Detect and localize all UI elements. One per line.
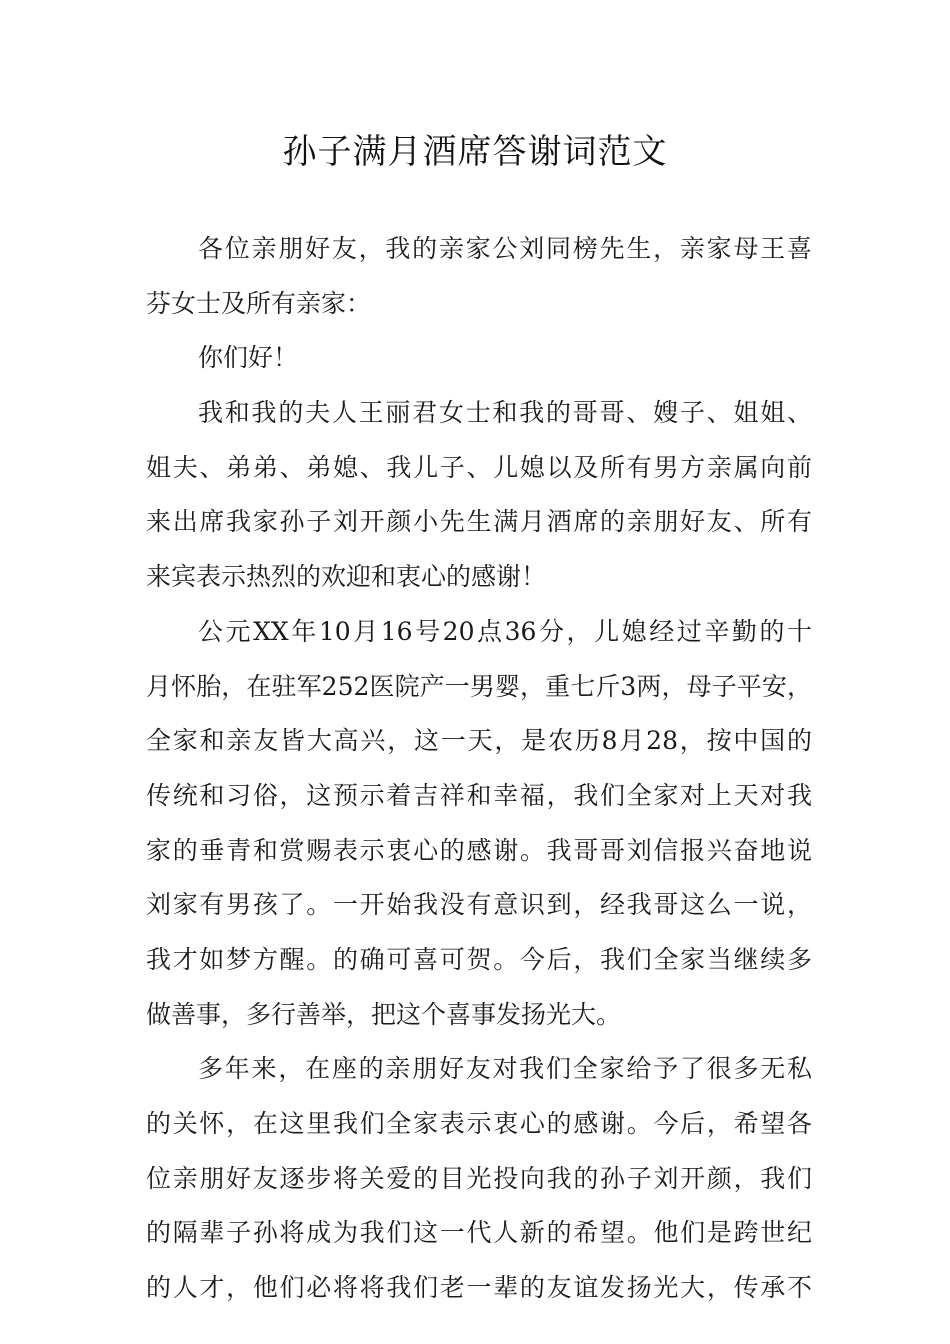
text-line: 各位亲朋好友，我的亲家公刘同榜先生，亲家母王喜	[198, 234, 812, 263]
text-line: 姐夫、弟弟、弟媳、我儿子、儿媳以及所有男方亲属向前	[146, 452, 812, 482]
text-line: 来出席我家孙子刘开颜小先生满月酒席的亲朋好友、所有	[146, 507, 812, 537]
document-title: 孙子满月酒席答谢词范文	[282, 132, 668, 172]
text-line: 刘家有男孩了。一开始我没有意识到，经我哥这么一说，	[146, 890, 812, 920]
text-line: 来宾表示热烈的欢迎和衷心的感谢！	[146, 562, 547, 592]
text-line: 位亲朋好友逐步将关爱的目光投向我的孙子刘开颜，我们	[146, 1163, 812, 1193]
text-line: 月怀胎，在驻军252医院产一男婴，重七斤3两，母子平安，	[146, 671, 812, 701]
text-line: 我和我的夫人王丽君女士和我的哥哥、嫂子、姐姐、	[198, 398, 812, 428]
text-line: 家的垂青和赏赐表示衷心的感谢。我哥哥刘信报兴奋地说	[146, 835, 812, 865]
text-line: 你们好！	[198, 343, 299, 373]
document-body	[146, 222, 812, 1316]
text-line: 的关怀，在这里我们全家表示衷心的感谢。今后，希望各	[146, 1109, 812, 1138]
text-line: 传统和习俗，这预示着吉祥和幸福，我们全家对上天对我	[146, 780, 812, 810]
text-line: 芬女士及所有亲家：	[146, 288, 372, 318]
text-line: 做善事，多行善举，把这个喜事发扬光大。	[146, 999, 622, 1029]
text-line: 多年来，在座的亲朋好友对我们全家给予了很多无私	[198, 1054, 812, 1084]
text-line: 公元XX年10月16号20点36分，儿媳经过辛勤的十	[198, 616, 812, 646]
text-line: 我才如梦方醒。的确可喜可贺。今后，我们全家当继续多	[146, 944, 812, 974]
text-line: 的人才，他们必将将我们老一辈的友谊发扬光大，传承不	[146, 1273, 812, 1303]
text-line: 全家和亲友皆大高兴，这一天，是农历8月28，按中国的	[146, 726, 812, 756]
text-line: 的隔辈子孙将成为我们这一代人新的希望。他们是跨世纪	[146, 1218, 812, 1248]
